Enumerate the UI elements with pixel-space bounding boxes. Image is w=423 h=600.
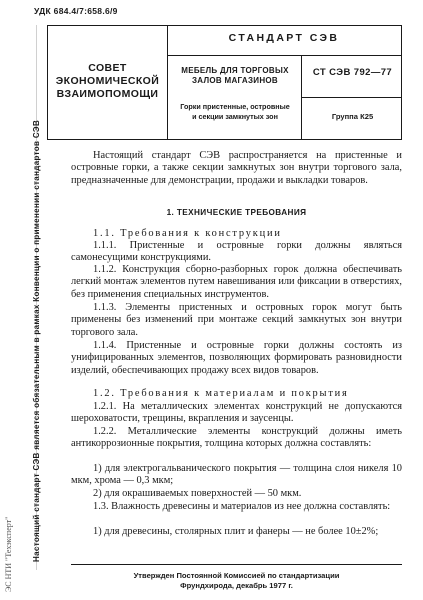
- document-title: [169, 66, 301, 86]
- title-line: МЕБЕЛЬ ДЛЯ ТОРГОВЫХ: [181, 66, 289, 75]
- classification-group: Группа К25: [331, 112, 374, 121]
- clause-1-1-3: 1.1.3. Элементы пристенных и островных горок могут быть применены без изменений при монтаже секций замкнутых зон внутри торгового зала.: [71, 302, 402, 338]
- header-divider: [301, 97, 402, 98]
- approval-footer: [71, 571, 402, 591]
- subtitle-line: Горки пристенные, островные: [180, 102, 290, 111]
- section-heading: 1. ТЕХНИЧЕСКИЕ ТРЕБОВАНИЯ: [166, 208, 307, 217]
- udk-code: УДК 684.4/7:658.6/9: [34, 6, 118, 16]
- list-item: 2) для окрашиваемых поверхностей — 50 мкм.: [93, 488, 302, 499]
- mandatory-status-note: Настоящий стандарт СЭВ является обязательным в рамках Конвенции о применении стандартов СЭВ: [32, 119, 41, 562]
- list-item: 1) для электрогальванического покрытия — толщина слоя никеля 10 мкм, хрома — 0,3 мкм;: [71, 463, 402, 487]
- subtitle-line: и секции замкнутых зон: [192, 111, 278, 121]
- footer-rule: [71, 564, 402, 565]
- header-divider: [167, 55, 402, 56]
- standard-title: СТАНДАРТ СЭВ: [228, 32, 340, 44]
- document-subtitle: [169, 102, 301, 121]
- subsection-heading: 1.2. Требования к материалам и покрытия: [93, 388, 349, 399]
- clause-1-1-2: 1.1.2. Конструкция сборно-разборных горок должна обеспечивать легкий монтаж элементов путем навешивания или фиксации в отверстиях, без применения специальных инструментов.: [71, 264, 402, 300]
- subsection-heading: 1.1. Требования к конструкции: [93, 228, 282, 239]
- clause-1-2-2: 1.2.2. Металлические элементы конструкций должны иметь антикоррозионные покрытия, толщина которых должна составлять:: [71, 426, 402, 450]
- clause-1-1-4: 1.1.4. Пристенные и островные горки должны состоять из унифицированных элементов, позволяющих формировать разновидности изделий, обеспечивающих продажу всех видов товаров.: [71, 340, 402, 376]
- footer-line: Фрундхирода, декабрь 1977 г.: [180, 581, 293, 590]
- clause-1-3: 1.3. Влажность древесины и материалов из нее должна составлять:: [93, 501, 391, 512]
- council-line: ЭКОНОМИЧЕСКОЙ: [55, 75, 160, 87]
- clause-1-1-1: 1.1.1. Пристенные и островные горки должны являться самонесущими конструкциями.: [71, 240, 402, 264]
- footer-line: Утвержден Постоянной Комиссией по стандартизации: [133, 571, 340, 580]
- council-line: СОВЕТ: [88, 62, 127, 74]
- intro-paragraph: Настоящий стандарт СЭВ распространяется на пристенные и островные горки, а также секции замкнутых зон внутри торгового зала, предназначенные для демонстрации, продажи и выкладки товаров.: [71, 150, 402, 186]
- list-item: 1) для древесины, столярных плит и фанеры — не более 10±2%;: [93, 526, 379, 537]
- publisher-stamp: ЭС НТИ "Техэксперт": [4, 516, 13, 592]
- council-line: ВЗАИМОПОМОЩИ: [56, 88, 159, 100]
- council-name: [50, 62, 165, 101]
- clause-1-2-1: 1.2.1. На металлических элементах конструкций не допускаются шероховатости, трещины, вкрапления и заусенцы.: [71, 401, 402, 425]
- title-line: ЗАЛОВ МАГАЗИНОВ: [191, 76, 278, 85]
- standard-number: СТ СЭВ 792—77: [312, 67, 393, 78]
